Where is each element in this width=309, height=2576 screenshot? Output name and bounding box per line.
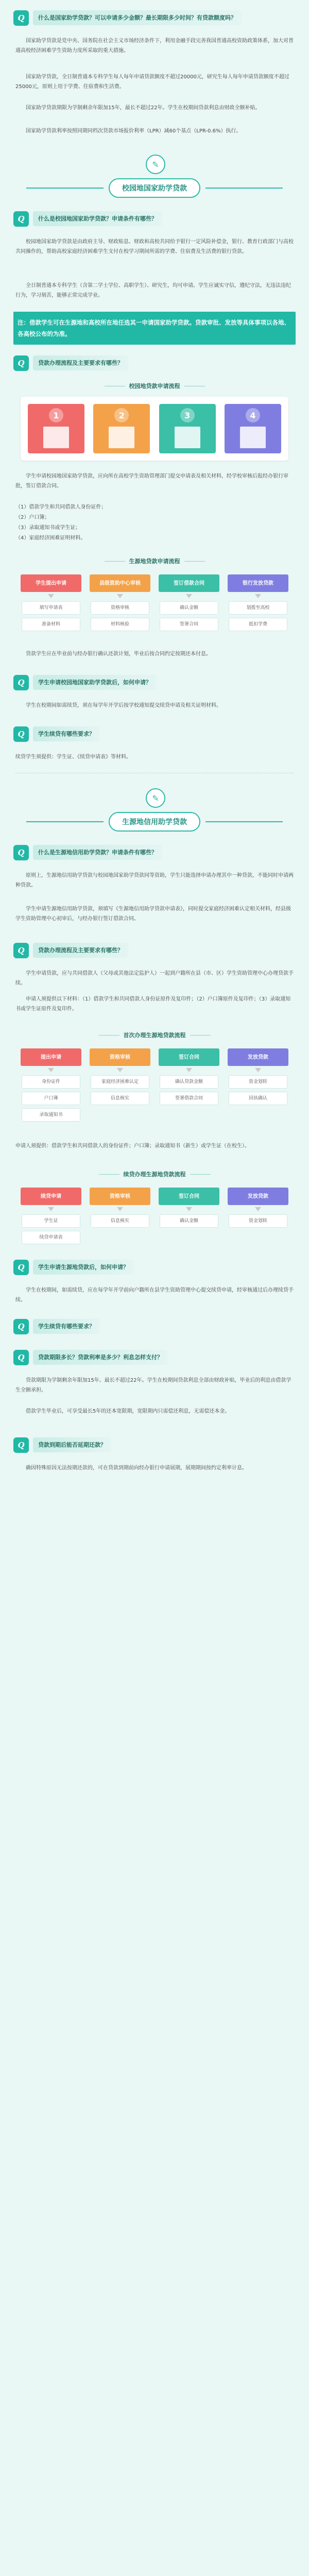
arrow-down-icon [186, 1068, 192, 1072]
section-title: 生源地信用助学贷款 [109, 812, 200, 832]
flow-column [90, 1048, 150, 1122]
question-text: 学生续贷有哪些要求？ [33, 1319, 100, 1334]
arrow-down-icon [255, 1207, 261, 1211]
flow-step-head: 资格审核 [90, 1048, 150, 1066]
question-text: 什么是国家助学贷款？可以申请多少金额？最长期限多少时间？有贷款额度吗？ [33, 10, 242, 25]
question-icon: Q [13, 845, 29, 860]
step-card [225, 404, 281, 453]
step-number: 3 [180, 408, 195, 422]
card-panel [21, 397, 288, 461]
section-icon: ✎ [146, 788, 165, 808]
flow-step-item: 户口簿 [22, 1092, 80, 1105]
flow-column [228, 1188, 288, 1244]
question-icon: Q [13, 726, 29, 742]
flow-step-item: 录取通知书 [22, 1108, 80, 1122]
question-text: 什么是校园地国家助学贷款？申请条件有哪些？ [33, 211, 162, 226]
section-line [205, 188, 283, 189]
step-card [159, 404, 216, 453]
flow-step-item: 续贷申请表 [22, 1231, 80, 1244]
list-line: （1）借款学生和共同借款人身份证件； [15, 504, 107, 510]
flow-step-head: 发放贷款 [228, 1048, 288, 1066]
flow-step-item: 签署合同 [160, 618, 218, 631]
list-line: （4）家庭经济困难证明材料。 [15, 535, 86, 541]
paragraph: 学生在校期间，如需续贷，应在每学年开学前向户籍所在县学生资助管理中心提交续贷申请，经审核通过后办理续贷手续。 [15, 1287, 294, 1303]
document-icon [175, 427, 200, 448]
flow-step-item: 签署借款合同 [160, 1092, 218, 1105]
flow-step-item: 资格审核 [91, 601, 149, 615]
question-bar [13, 1319, 296, 1334]
note-text: 注：借款学生可在生源地和高校所在地任选其一申请国家助学贷款。贷款审批、发放等具体事项以各地、各高校公布的为准。 [18, 319, 290, 337]
question-text: 贷款办理流程及主要要求有哪些？ [33, 943, 128, 958]
flow-column [90, 1188, 150, 1244]
flow-column [159, 1188, 219, 1244]
flow-step-item: 填写申请表 [22, 601, 80, 615]
flow-step-item: 抵扣学费 [229, 618, 287, 631]
flow-step-item: 确认贷款金额 [160, 1075, 218, 1089]
question-icon: Q [13, 943, 29, 958]
question-icon: Q [13, 1350, 29, 1365]
section-line [205, 821, 283, 822]
flow-column [21, 1188, 81, 1244]
flow-step-head: 签订合同 [159, 1188, 219, 1205]
step-card [28, 404, 84, 453]
flow-step-item: 回执确认 [229, 1092, 287, 1105]
flow-step-item: 资金划转 [229, 1214, 287, 1228]
question-icon: Q [13, 211, 29, 227]
list-line: （2）户口簿； [15, 515, 50, 520]
question-bar [13, 1437, 296, 1453]
arrow-down-icon [48, 1068, 54, 1072]
paragraph: 贷款学生应在毕业前与经办银行确认还款计划，毕业后按合同约定按期还本付息。 [26, 651, 211, 657]
flow-step-item: 身份证件 [22, 1075, 80, 1089]
flow-step-item: 学生证 [22, 1214, 80, 1228]
flow-step-head: 签订借款合同 [159, 574, 219, 592]
flow-step-item: 信息核实 [91, 1092, 149, 1105]
flow-step-head: 签订合同 [159, 1048, 219, 1066]
arrow-down-icon [48, 594, 54, 598]
flow-diagram [21, 1188, 288, 1244]
paragraph: 申请人须提供以下材料：（1）借款学生和共同借款人身份证原件及复印件；（2）户口簿原件及复印件；（3）录取通知书或学生证原件及复印件。 [15, 996, 291, 1012]
arrow-down-icon [117, 594, 123, 598]
question-text: 什么是生源地信用助学贷款？申请条件有哪些？ [33, 845, 162, 860]
question-bar [13, 355, 296, 371]
flow-diagram [21, 1048, 288, 1122]
paragraph: 原则上，生源地信用助学贷款与校园地国家助学贷款同等资助，学生只能选择申请办理其中一种贷款，不能同时申请两种贷款。 [15, 873, 294, 888]
section-header [0, 811, 309, 832]
paragraph: 学生申请生源地信用助学贷款，须填写《生源地信用助学贷款申请表》，同时提交家庭经济困难认定相关材料，经县级学生资助管理中心初审后，与经办银行签订借款合同。 [15, 906, 291, 922]
flow-step-item: 材料核验 [91, 618, 149, 631]
question-text: 学生申请生源地贷款后，如何申请？ [33, 1260, 134, 1275]
flow-step-head: 资格审核 [90, 1188, 150, 1205]
list-line: 续贷学生须提供：学生证、《续贷申请表》等材料。 [15, 754, 131, 760]
paragraph: 国家助学贷款利率按照同期同档次贷款市场报价利率（LPR）减60个基点（LPR-0.6%）执行。 [26, 128, 242, 134]
list-line: 申请人须提供：借款学生和共同借款人的身份证件；户口簿；录取通知书（新生）或学生证（在校生）。 [15, 1143, 250, 1149]
flow-step-head: 发放贷款 [228, 1188, 288, 1205]
question-icon: Q [13, 355, 29, 371]
question-bar [13, 943, 296, 958]
section-title: 校园地国家助学贷款 [109, 178, 200, 198]
paragraph: 借款学生毕业后，可享受最长5年的还本宽限期，宽限期内只需偿还利息，无需偿还本金。 [26, 1409, 230, 1414]
step-number: 1 [49, 408, 63, 422]
question-bar [13, 10, 296, 26]
question-text: 贷款办理流程及主要要求有哪些？ [33, 355, 128, 370]
arrow-down-icon [255, 594, 261, 598]
question-text: 学生申请校园地国家助学贷款后，如何申请？ [33, 675, 157, 690]
paragraph: 学生申请校园地国家助学贷款，应向所在高校学生资助管理部门提交申请表及相关材料，经学校审核后报经办银行审批，签订借款合同。 [15, 473, 288, 489]
question-icon: Q [13, 675, 29, 690]
arrow-down-icon [48, 1207, 54, 1211]
arrow-down-icon [186, 1207, 192, 1211]
paragraph: 国家助学贷款期限为学制剩余年限加15年，最长不超过22年。学生在校期间贷款利息由财政全额补贴。 [26, 105, 261, 111]
flow-step-item: 确认金额 [160, 1214, 218, 1228]
paragraph: 校园地国家助学贷款是由政府主导、财政贴息、财政和高校共同给予银行一定风险补偿金，银行、教育行政部门与高校共同操作的，帮助高校家庭经济困难学生支付在校学习期间所需的学费、住宿费及生活费的银行贷款。 [15, 239, 294, 255]
arrow-down-icon [117, 1068, 123, 1072]
flow-diagram [21, 574, 288, 631]
step-number: 4 [246, 408, 260, 422]
list-line: （3）录取通知书或学生证； [15, 525, 81, 531]
diagram-subtitle: 首次办理生源地贷款流程 [77, 1028, 232, 1042]
arrow-down-icon [117, 1207, 123, 1211]
question-icon: Q [13, 1437, 29, 1453]
flow-column [21, 574, 81, 631]
question-text: 学生续贷有哪些要求？ [33, 726, 100, 741]
flow-column [90, 574, 150, 631]
flow-step-item: 资金划转 [229, 1075, 287, 1089]
flow-step-item: 信息核实 [91, 1214, 149, 1228]
section-header [0, 178, 309, 198]
question-icon: Q [13, 1260, 29, 1275]
flow-column [21, 1048, 81, 1122]
arrow-down-icon [255, 1068, 261, 1072]
flow-step-item: 确认金额 [160, 601, 218, 615]
document-icon [109, 427, 134, 448]
question-text: 贷款到期后能否延期还款？ [33, 1437, 111, 1452]
arrow-down-icon [186, 594, 192, 598]
flow-column [159, 1048, 219, 1122]
question-bar [13, 726, 296, 742]
paragraph: 全日制普通本专科学生（含第二学士学位、高职学生）、研究生，均可申请。学生应诚实守信，遵纪守法，无违法违纪行为，学习刻苦，能够正常完成学业。 [15, 283, 291, 298]
section-icon: ✎ [146, 155, 165, 174]
paragraph: 确因特殊原因无法按期还款的，可在贷款到期前向经办银行申请展期，展期期间按约定利率计息。 [26, 1465, 247, 1471]
diagram-subtitle: 校园地贷款申请流程 [77, 379, 232, 393]
flow-column [228, 1048, 288, 1122]
flow-step-head: 银行发放贷款 [228, 574, 288, 592]
diagram-subtitle: 续贷办理生源地贷款流程 [77, 1167, 232, 1181]
question-icon: Q [13, 10, 29, 26]
diagram-subtitle: 生源地贷款申请流程 [77, 554, 232, 568]
flow-step-item: 划拨至高校 [229, 601, 287, 615]
divider [15, 773, 294, 774]
paragraph: 国家助学贷款，全日制普通本专科学生每人每年申请贷款额度不超过20000元，研究生每人每年申请贷款额度不超过25000元，原则上用于学费、住宿费和生活费。 [15, 74, 289, 90]
card-row [21, 397, 288, 461]
document-icon [240, 427, 266, 448]
question-text: 贷款期限多长？贷款利率是多少？利息怎样支付？ [33, 1350, 168, 1365]
document-icon [43, 427, 69, 448]
flow-step-head: 提出申请 [21, 1048, 81, 1066]
step-card [93, 404, 150, 453]
step-number: 2 [114, 408, 129, 422]
flow-step-item: 准备材料 [22, 618, 80, 631]
flow-step-item: 家庭经济困难认定 [91, 1075, 149, 1089]
question-bar [13, 675, 296, 690]
section-line [26, 821, 104, 822]
paragraph: 学生申请贷款，应与共同借款人（父母或其他法定监护人）一起到户籍所在县（市、区）学生资助管理中心办理贷款手续。 [15, 971, 294, 986]
paragraph: 学生在校期间如需续贷，须在每学年开学后按学校通知提交续贷申请及相关证明材料。 [26, 703, 221, 708]
flow-column [228, 574, 288, 631]
question-bar [13, 211, 296, 227]
flow-column [159, 574, 219, 631]
paragraph: 国家助学贷款是党中央、国务院在社会主义市场经济条件下，利用金融手段完善我国普通高校资助政策体系，加大对普通高校经济困难学生资助力度所采取的重大措施。 [15, 38, 294, 54]
flow-step-head: 县级资助中心审核 [90, 574, 150, 592]
question-bar [13, 1260, 296, 1275]
question-bar [13, 845, 296, 860]
question-bar [13, 1350, 296, 1365]
note-box [13, 312, 296, 345]
section-line [26, 188, 104, 189]
paragraph: 贷款期限为学制剩余年限加15年、最长不超过22年。学生在校期间贷款利息全部由财政补贴，毕业后的利息由借款学生全额承担。 [15, 1378, 291, 1393]
flow-step-head: 续贷申请 [21, 1188, 81, 1205]
flow-step-head: 学生提出申请 [21, 574, 81, 592]
question-icon: Q [13, 1319, 29, 1334]
